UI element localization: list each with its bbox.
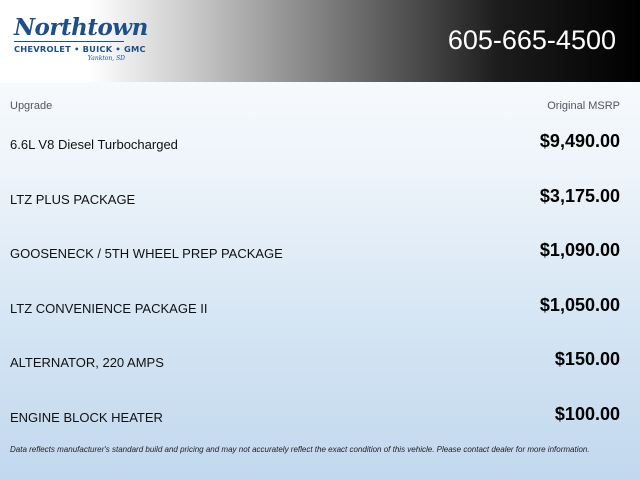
logo-location: Yankton, SD <box>87 55 125 62</box>
logo-brands: CHEVROLET • BUICK • GMC <box>14 44 146 54</box>
header-banner <box>0 0 640 82</box>
dealer-phone: 605-665-4500 <box>447 25 616 55</box>
upgrade-name: LTZ PLUS PACKAGE <box>10 191 136 207</box>
upgrade-price: $100.00 <box>554 403 620 424</box>
list-item <box>0 234 640 289</box>
upgrade-price: $1,050.00 <box>539 294 620 315</box>
logo-name: Northtown <box>14 14 148 41</box>
upgrade-name: LTZ CONVENIENCE PACKAGE II <box>10 300 208 316</box>
upgrade-list <box>0 125 640 452</box>
disclaimer-text: Data reflects manufacturer's standard build and pricing and may not accurately reflect the exact condition of this vehicle. Please contact dealer for more information. <box>10 445 590 454</box>
list-item <box>0 343 640 398</box>
upgrade-name: ENGINE BLOCK HEATER <box>10 409 163 425</box>
list-item <box>0 125 640 180</box>
upgrade-name: 6.6L V8 Diesel Turbocharged <box>10 137 178 152</box>
list-item <box>0 289 640 344</box>
upgrade-price: $150.00 <box>554 349 620 369</box>
upgrade-price: $3,175.00 <box>539 185 620 206</box>
column-header-msrp: Original MSRP <box>547 100 620 112</box>
upgrade-name: ALTERNATOR, 220 AMPS <box>10 355 164 370</box>
list-item <box>0 398 640 453</box>
dealer-logo <box>12 14 148 66</box>
column-header-upgrade: Upgrade <box>10 100 53 112</box>
upgrade-name: GOOSENECK / 5TH WHEEL PREP PACKAGE <box>10 246 283 261</box>
upgrade-price: $9,490.00 <box>539 131 620 151</box>
upgrade-price: $1,090.00 <box>539 240 620 260</box>
logo-divider <box>14 41 124 42</box>
list-item <box>0 180 640 235</box>
